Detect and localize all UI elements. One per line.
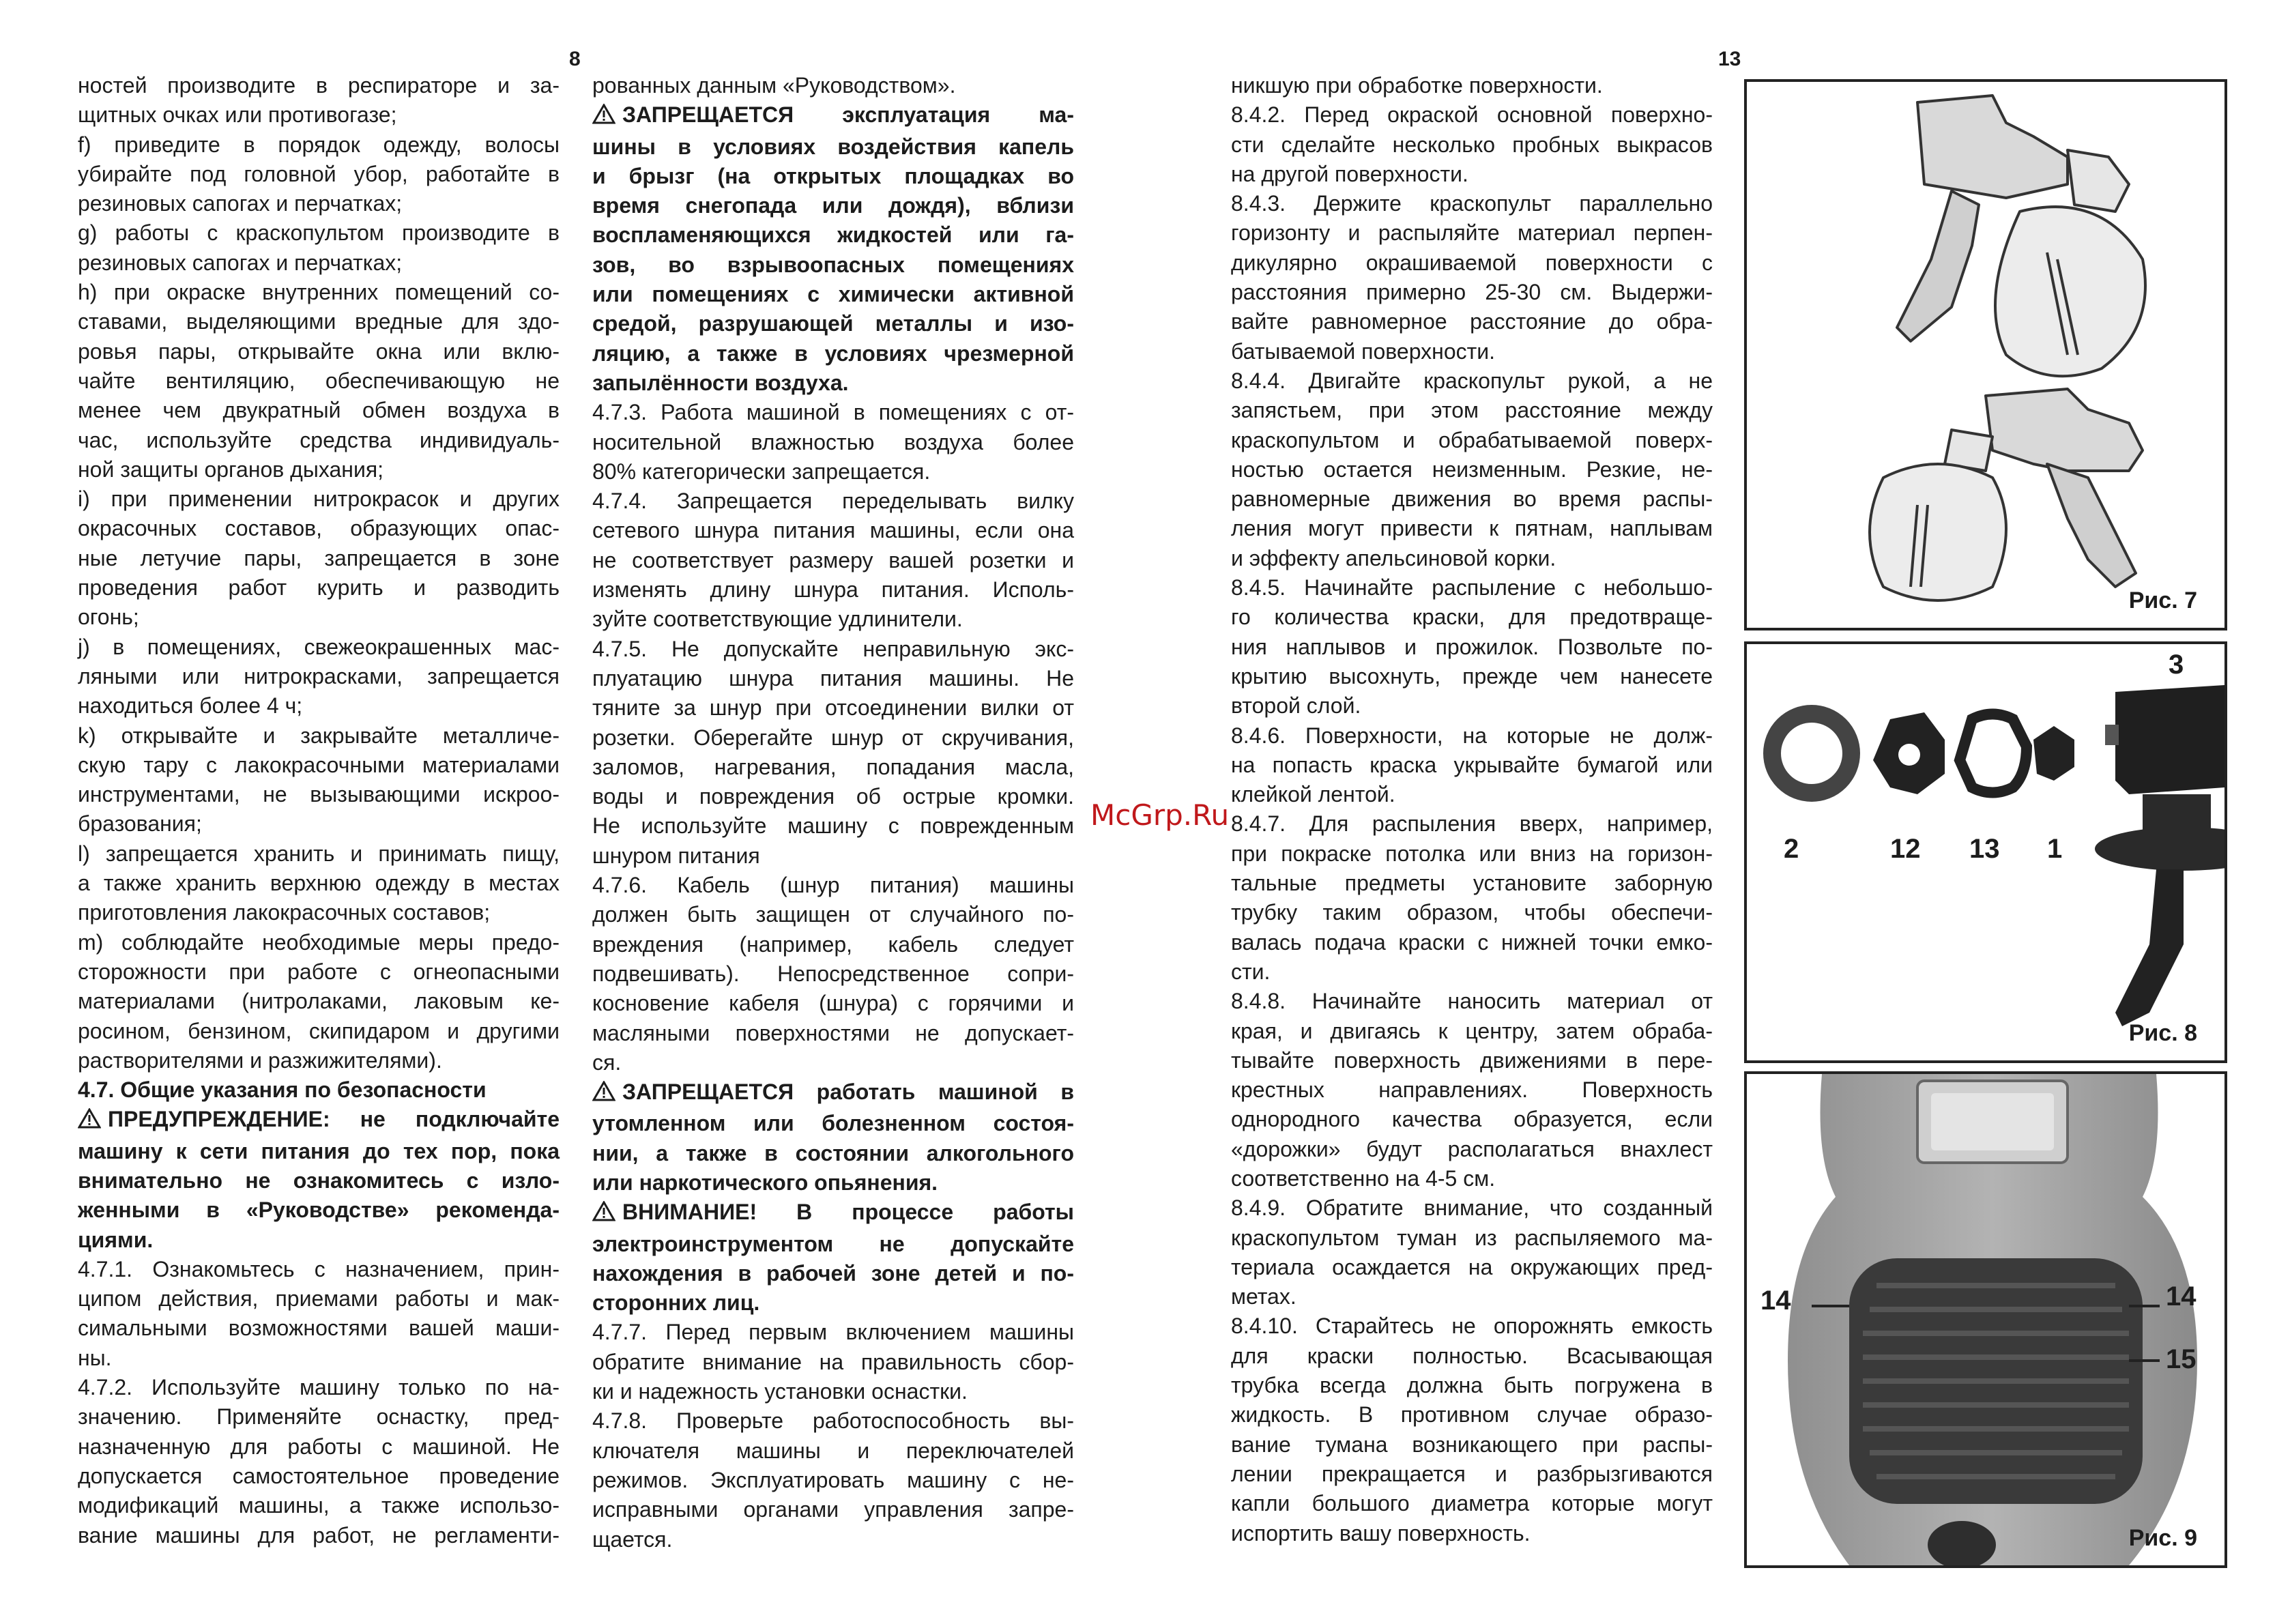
part-label: 15 bbox=[2166, 1344, 2197, 1374]
text-line: масляными поверхностями не допускает- bbox=[592, 1020, 1074, 1045]
warning-line bbox=[78, 1105, 560, 1136]
text-line: плуатацию шнура питания машины. Не bbox=[592, 665, 1074, 691]
text-line: батываемой поверхности. bbox=[1231, 338, 1496, 364]
text-line: сторонних лиц. bbox=[592, 1290, 760, 1316]
text-line: краскопультом туман из распыляемого ма- bbox=[1231, 1225, 1713, 1250]
text-line: время снегопада или дождя), вблизи bbox=[592, 193, 1074, 218]
text-line: ляными или нитрокрасками, запрещается bbox=[78, 663, 560, 688]
text-line: изменять длину шнура питания. Исполь- bbox=[592, 577, 1074, 603]
text-line: или наркотического опьянения. bbox=[592, 1170, 938, 1195]
motor-unit-photo bbox=[1747, 1074, 2224, 1565]
text-line: 8.4.5. Начинайте распыление с небольшо- bbox=[1231, 575, 1713, 600]
text-line: териала осаждается на окружающих пред- bbox=[1231, 1254, 1713, 1279]
text-line: 4.7.2. Используйте машину только по на- bbox=[78, 1375, 560, 1400]
text-line: модификаций машины, а также использо- bbox=[78, 1493, 560, 1518]
part-label: 14 bbox=[1760, 1286, 1791, 1316]
text-line: на другой поверхности. bbox=[1231, 161, 1468, 186]
warning-triangle-icon bbox=[592, 1200, 615, 1229]
figure-7 bbox=[1744, 79, 2227, 630]
text-line: метах. bbox=[1231, 1284, 1296, 1309]
warning-line bbox=[592, 1198, 1074, 1229]
figure-caption: Рис. 8 bbox=[2128, 1020, 2197, 1046]
text-line: должен быть защищен от случайного по- bbox=[592, 902, 1074, 927]
text-line: вание тумана возникающего при распы- bbox=[1231, 1432, 1713, 1457]
text-line: подвешивать). Непосредственное сопри- bbox=[592, 961, 1074, 986]
warning-triangle-icon bbox=[592, 102, 615, 132]
page-number-left: 8 bbox=[569, 48, 581, 70]
warning-text: ЗАПРЕЩАЕТСЯ работать машиной в bbox=[622, 1079, 1074, 1105]
warning-line bbox=[592, 100, 1074, 132]
warning-text: ПРЕДУПРЕЖДЕНИЕ: не подключайте bbox=[108, 1107, 560, 1132]
text-line: средой, разрушающей металлы и изо- bbox=[592, 311, 1074, 336]
text-line: ципом действия, приемами работы и мак- bbox=[78, 1286, 560, 1311]
text-line: запылённости воздуха. bbox=[592, 370, 849, 395]
text-line: чайте вентиляцию, обеспечивающую не bbox=[78, 368, 560, 393]
text-line: j) в помещениях, свежеокрашенных мас- bbox=[78, 634, 560, 659]
text-line: обратите внимание на правильность сбор- bbox=[592, 1349, 1074, 1374]
warning-triangle-icon bbox=[78, 1107, 101, 1136]
text-line: электроинструментом не допускайте bbox=[592, 1231, 1074, 1256]
text-line: крытию высохнуть, прежде чем нанесете bbox=[1231, 663, 1713, 688]
text-line: циями. bbox=[78, 1227, 154, 1252]
text-line: соответственно на 4-5 см. bbox=[1231, 1165, 1496, 1191]
text-line: расстояния примерно 25-30 см. Выдержи- bbox=[1231, 280, 1713, 305]
text-line: тяните за шнур при отсоединении вилки от bbox=[592, 695, 1074, 721]
warning-text: ВНИМАНИЕ! В процессе работы bbox=[622, 1200, 1074, 1225]
text-line: бразования; bbox=[78, 811, 202, 837]
text-line: исправными органами управления запре- bbox=[592, 1497, 1074, 1522]
text-line: l) запрещается хранить и принимать пищу, bbox=[78, 841, 560, 866]
text-line: не соответствует размеру вашей розетки и bbox=[592, 547, 1074, 572]
text-line: лении прекращается и разбрызгиваются bbox=[1231, 1461, 1713, 1486]
figure-caption: Рис. 7 bbox=[2128, 588, 2197, 613]
text-column-1 bbox=[78, 71, 560, 1550]
text-line: f) приведите в порядок одежду, волосы bbox=[78, 132, 560, 157]
text-line: зов, во взрывоопасных помещениях bbox=[592, 252, 1074, 277]
text-line: дикулярно окрашиваемой поверхности с bbox=[1231, 250, 1713, 275]
text-line: 4.7.6. Кабель (шнур питания) машины bbox=[592, 873, 1074, 898]
text-line: однородного качества образуется, если bbox=[1231, 1107, 1713, 1132]
watermark: McGrp.Ru bbox=[1090, 798, 1230, 832]
text-line: вреждения (например, кабель следует bbox=[592, 931, 1074, 957]
text-line: 8.4.4. Двигайте краскопульт рукой, а не bbox=[1231, 368, 1713, 393]
text-line: 80% категорически запрещается. bbox=[592, 459, 931, 484]
figure-caption: Рис. 9 bbox=[2128, 1525, 2197, 1551]
text-line: косновение кабеля (шнура) с горячими и bbox=[592, 991, 1074, 1016]
text-line: щается. bbox=[592, 1526, 673, 1552]
text-line: ся. bbox=[592, 1049, 622, 1075]
text-line: шнуром питания bbox=[592, 843, 760, 868]
text-line: росином, бензином, скипидаром и другими bbox=[78, 1018, 560, 1043]
text-line: и эффекту апельсиновой корки. bbox=[1231, 545, 1556, 570]
text-line: 4.7.5. Не допускайте неправильную экс- bbox=[592, 636, 1074, 661]
text-line: сторожности при работе с огнеопасными bbox=[78, 959, 560, 984]
text-line: зуйте соответствующие удлинители. bbox=[592, 607, 963, 632]
part-label: 3 bbox=[2169, 650, 2184, 680]
text-line: ной защиты органов дыхания; bbox=[78, 456, 384, 482]
text-line: Не используйте машину с поврежденным bbox=[592, 813, 1074, 839]
text-line: испортить вашу поверхность. bbox=[1231, 1520, 1531, 1546]
text-line: ключателя машины и переключателей bbox=[592, 1438, 1074, 1463]
text-line: жидкость. В противном случае образо- bbox=[1231, 1402, 1713, 1427]
text-line: убирайте под головной убор, работайте в bbox=[78, 161, 560, 186]
page-number-right: 13 bbox=[1718, 48, 1741, 70]
part-label: 12 bbox=[1890, 834, 1921, 864]
text-line: симальными возможностями вашей маши- bbox=[78, 1316, 560, 1341]
text-line: рованных данным «Руководством». bbox=[592, 73, 956, 98]
text-line: 4.7.3. Работа машиной в помещениях с от- bbox=[592, 400, 1074, 425]
text-line: го количества краски, для предотвраще- bbox=[1231, 605, 1713, 630]
text-line: ления могут привести к пятнам, наплывам bbox=[1231, 516, 1713, 541]
text-line: запястьем, при этом расстояние между bbox=[1231, 398, 1713, 423]
text-line: скую тару с лакокрасочными материалами bbox=[78, 752, 560, 777]
text-line: машину к сети питания до тех пор, пока bbox=[78, 1138, 560, 1163]
text-line: 4.7.8. Проверьте работоспособность вы- bbox=[592, 1408, 1074, 1434]
text-line: краскопультом и обрабатываемой поверх- bbox=[1231, 427, 1713, 452]
paint-sprayer-drawing bbox=[1747, 82, 2224, 628]
text-line: 8.4.7. Для распыления вверх, например, bbox=[1231, 811, 1713, 837]
text-line: ные летучие пары, запрещается в зоне bbox=[78, 545, 560, 570]
text-line: при покраске потолка или вниз на горизон- bbox=[1231, 841, 1713, 866]
text-line: 8.4.10. Старайтесь не опорожнять емкость bbox=[1231, 1314, 1713, 1339]
text-line: 8.4.3. Держите краскопульт параллельно bbox=[1231, 191, 1713, 216]
text-line: воды и повреждения об острые кромки. bbox=[592, 784, 1074, 809]
text-line: ставами, выделяющими вредные для здо- bbox=[78, 309, 560, 334]
text-line: проведения работ курить и разводить bbox=[78, 575, 560, 600]
text-line: тывайте поверхность движениями в пере- bbox=[1231, 1047, 1713, 1073]
text-line: ностей производите в респираторе и за- bbox=[78, 73, 560, 98]
text-line: для краски полностью. Всасывающая bbox=[1231, 1343, 1713, 1368]
text-line: «дорожки» будут располагаться внахлест bbox=[1231, 1136, 1713, 1161]
text-line: женными в «Руководстве» рекоменда- bbox=[78, 1198, 560, 1223]
text-line: назначенную для работы с машиной. Не bbox=[78, 1434, 560, 1459]
text-line: горизонту и распыляйте материал перпен- bbox=[1231, 220, 1713, 246]
text-line: растворителями и разжижителями). bbox=[78, 1047, 442, 1073]
text-line: огонь; bbox=[78, 605, 139, 630]
text-line: 8.4.2. Перед окраской основной поверхно- bbox=[1231, 102, 1713, 128]
text-line: материалами (нитролаками, лаковым ке- bbox=[78, 989, 560, 1014]
text-line: ровья пары, открывайте окна или вклю- bbox=[78, 338, 560, 364]
text-line: m) соблюдайте необходимые меры предо- bbox=[78, 929, 560, 955]
section-heading: 4.7. Общие указания по безопасности bbox=[78, 1077, 487, 1103]
text-line: сетевого шнура питания машины, если она bbox=[592, 518, 1074, 543]
text-line: трубка всегда должна быть погружена в bbox=[1231, 1373, 1713, 1398]
text-line: трубку таким образом, чтобы обеспечи- bbox=[1231, 900, 1713, 925]
text-line: розетки. Оберегайте шнур от скручивания, bbox=[592, 725, 1074, 750]
text-line: k) открывайте и закрывайте металличе- bbox=[78, 723, 560, 748]
text-line: вайте равномерное расстояние до обра- bbox=[1231, 309, 1713, 334]
text-line: приготовления лакокрасочных составов; bbox=[78, 900, 491, 925]
text-line: шины в условиях воздействия капель bbox=[592, 134, 1074, 159]
text-line: нии, а также в состоянии алкогольного bbox=[592, 1140, 1074, 1165]
text-line: 8.4.8. Начинайте наносить материал от bbox=[1231, 989, 1713, 1014]
text-line: час, используйте средства индивидуаль- bbox=[78, 427, 560, 452]
text-line: значению. Применяйте оснастку, пред- bbox=[78, 1404, 560, 1430]
text-line: вание машины для работ, не регламенти- bbox=[78, 1522, 560, 1548]
figure-9 bbox=[1744, 1071, 2227, 1568]
text-line: носительной влажностью воздуха более bbox=[592, 429, 1074, 454]
text-column-2 bbox=[592, 71, 1074, 1554]
text-line: никшую при обработке поверхности. bbox=[1231, 73, 1603, 98]
text-line: внимательно не ознакомитесь с изло- bbox=[78, 1168, 560, 1193]
text-line: резиновых сапогах и перчатках; bbox=[78, 191, 403, 216]
text-line: 4.7.7. Перед первым включением машины bbox=[592, 1320, 1074, 1345]
text-line: ки и надежность установки оснастки. bbox=[592, 1379, 968, 1404]
text-line: сти. bbox=[1231, 959, 1271, 984]
text-line: ния наплывов и прожилок. Позвольте по- bbox=[1231, 634, 1713, 659]
text-line: ляцию, а также в условиях чрезмерной bbox=[592, 340, 1074, 366]
text-line: 8.4.9. Обратите внимание, что созданный bbox=[1231, 1195, 1713, 1221]
text-line: резиновых сапогах и перчатках; bbox=[78, 250, 403, 275]
text-line: тальные предметы установите заборную bbox=[1231, 871, 1713, 896]
text-line: g) работы с краскопультом производите в bbox=[78, 220, 560, 246]
text-line: а также хранить верхнюю одежду в местах bbox=[78, 871, 560, 896]
figure-8 bbox=[1744, 641, 2227, 1063]
part-label: 2 bbox=[1784, 834, 1799, 864]
text-line: утомленном или болезненном состоя- bbox=[592, 1111, 1074, 1136]
text-line: нахождения в рабочей зоне детей и по- bbox=[592, 1260, 1074, 1286]
warning-line bbox=[592, 1077, 1074, 1109]
text-line: допускается самостоятельное проведение bbox=[78, 1463, 560, 1488]
text-line: 4.7.1. Ознакомьтесь с назначением, прин- bbox=[78, 1256, 560, 1281]
text-line: 8.4.6. Поверхности, на которые не долж- bbox=[1231, 723, 1713, 748]
part-label: 1 bbox=[2047, 834, 2063, 864]
text-line: клейкой лентой. bbox=[1231, 782, 1395, 807]
text-line: ностью остается неизменным. Резкие, не- bbox=[1231, 456, 1713, 482]
text-column-3 bbox=[1231, 71, 1713, 1548]
text-line: инструментами, не вызывающими искроо- bbox=[78, 782, 560, 807]
warning-triangle-icon bbox=[592, 1079, 615, 1109]
text-line: заломов, нагревания, попадания масла, bbox=[592, 754, 1074, 779]
text-line: равномерные движения во время распы- bbox=[1231, 487, 1713, 512]
text-line: щитных очках или противогазе; bbox=[78, 102, 397, 128]
text-line: окрасочных составов, образующих опас- bbox=[78, 516, 560, 541]
text-line: капли большого диаметра которые могут bbox=[1231, 1491, 1713, 1516]
text-line: 4.7.4. Запрещается переделывать вилку bbox=[592, 489, 1074, 514]
text-line: валась подача краски с нижней точки емко- bbox=[1231, 929, 1713, 955]
part-label: 13 bbox=[1969, 834, 2000, 864]
text-line: второй слой. bbox=[1231, 693, 1361, 719]
text-line: менее чем двукратный обмен воздуха в bbox=[78, 398, 560, 423]
text-line: h) при окраске внутренних помещений со- bbox=[78, 280, 560, 305]
text-line: или помещениях с химически активной bbox=[592, 282, 1074, 307]
text-line: крестных направлениях. Поверхность bbox=[1231, 1077, 1713, 1103]
part-label: 14 bbox=[2166, 1281, 2197, 1311]
text-line: края, и двигаясь к центру, затем обраба- bbox=[1231, 1018, 1713, 1043]
text-line: сти сделайте несколько пробных выкрасов bbox=[1231, 132, 1713, 157]
text-line: i) при применении нитрокрасок и других bbox=[78, 487, 560, 512]
text-line: ны. bbox=[78, 1345, 112, 1370]
text-line: на попасть краска укрывайте бумагой или bbox=[1231, 752, 1713, 777]
warning-text: ЗАПРЕЩАЕТСЯ эксплуатация ма- bbox=[622, 102, 1074, 128]
text-line: режимов. Эксплуатировать машину с не- bbox=[592, 1467, 1074, 1492]
text-line: находиться более 4 ч; bbox=[78, 693, 303, 719]
text-line: воспламеняющихся жидкостей или га- bbox=[592, 222, 1074, 248]
text-line: и брызг (на открытых площадках во bbox=[592, 163, 1074, 188]
